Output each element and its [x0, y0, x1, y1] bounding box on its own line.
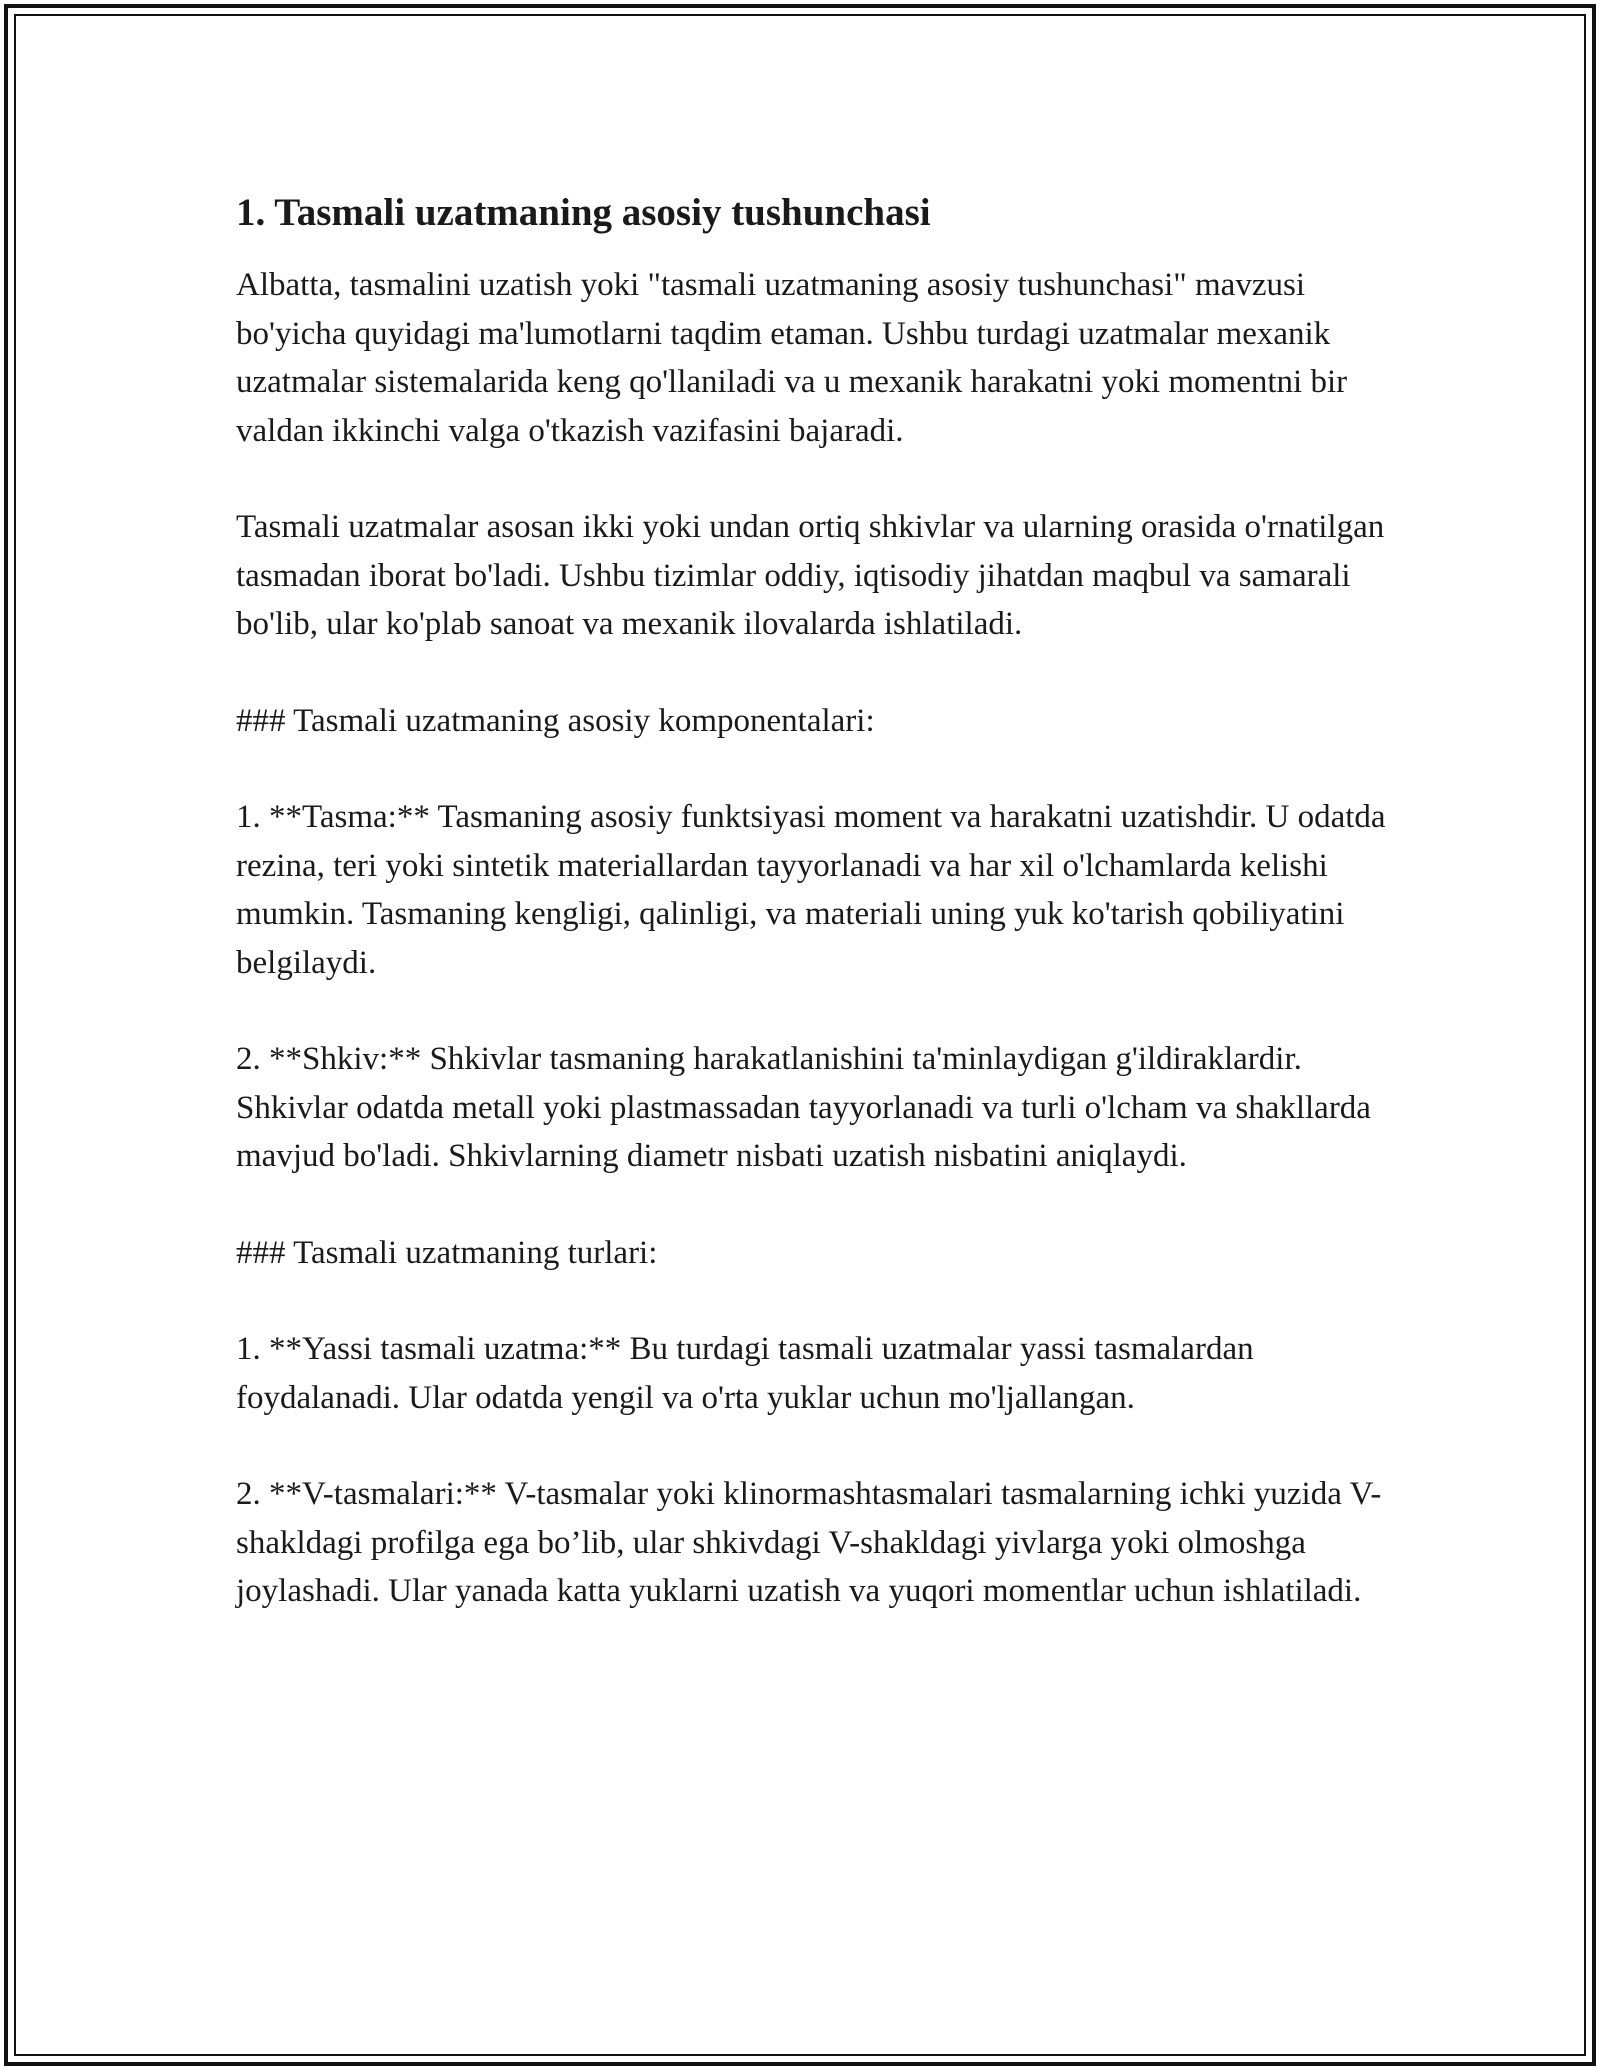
paragraph-composition: Tasmali uzatmalar asosan ikki yoki undan ortiq shkivlar va ularning orasida o'rnatilgan tasmadan iborat bo'ladi. Ushbu tizimlar oddiy, iqtisodiy jihatdan maqbul va samarali bo'lib, ular ko'plab sanoat va mexanik ilovalarda ishlatiladi.	[236, 509, 1393, 642]
section-heading-components: ### Tasmali uzatmaning asosiy komponentalari:	[236, 702, 875, 739]
document-body	[236, 185, 1394, 1616]
list-item-shkiv: 2. **Shkiv:** Shkivlar tasmaning harakatlanishini ta'minlaydigan g'ildiraklardir. Shkivlar odatda metall yoki plastmassadan tayyorlanadi va turli o'lcham va shakllarda mavjud bo'ladi. Shkivlarning diametr nisbati uzatish nisbatini aniqlaydi.	[236, 1041, 1380, 1174]
document-title: 1. Tasmali uzatmaning asosiy tushunchasi	[236, 191, 931, 234]
list-item-flat-belt: 1. **Yassi tasmali uzatma:** Bu turdagi tasmali uzatmalar yassi tasmalardan foydalanadi. Ular odatda yengil va o'rta yuklar uchun mo'ljallangan.	[236, 1331, 1262, 1416]
list-item-tasma: 1. **Tasma:** Tasmaning asosiy funktsiyasi moment va harakatni uzatishdir. U odatda rezina, teri yoki sintetik materiallardan tayyorlanadi va har xil o'lchamlarda kelishi mumkin. Tasmaning kengligi, qalinligi, va materiali uning yuk ko'tarish qobiliyatini belgilaydi.	[236, 799, 1394, 981]
paragraph-intro: Albatta, tasmalini uzatish yoki "tasmali uzatmaning asosiy tushunchasi" mavzusi bo'yicha quyidagi ma'lumotlarni taqdim etaman. Ushbu turdagi uzatmalar mexanik uzatmalar sistemalarida keng qo'llaniladi va u mexanik harakatni yoki momentni bir valdan ikkinchi valga o'tkazish vazifasini bajaradi.	[236, 267, 1356, 449]
section-heading-types: ### Tasmali uzatmaning turlari:	[236, 1234, 658, 1271]
list-item-v-belt: 2. **V-tasmalari:** V-tasmalar yoki klinormashtasmalari tasmalarning ichki yuzida V-shakldagi profilga ega bo’lib, ular shkivdagi V-shakldagi yivlarga yoki olmoshga joylashadi. Ular yanada katta yuklarni uzatish va yuqori momentlar uchun ishlatiladi.	[236, 1476, 1382, 1609]
